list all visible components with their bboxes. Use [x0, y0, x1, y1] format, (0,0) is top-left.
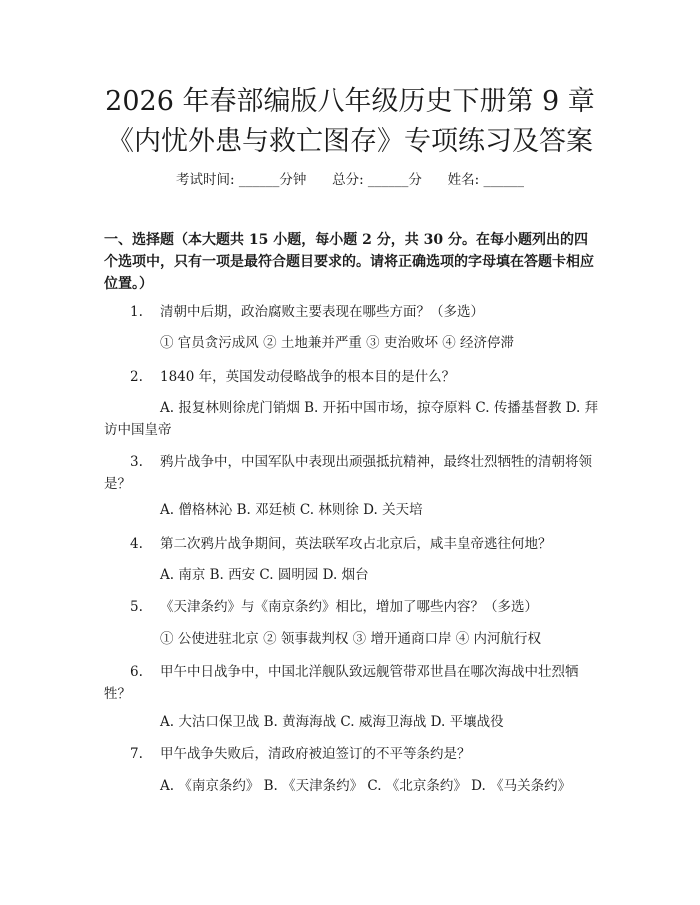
question-5-options — [104, 628, 600, 650]
question-text: 甲午战争失败后，清政府被迫签订的不平等条约是？ — [160, 746, 471, 762]
question-4-options — [104, 564, 600, 586]
question-7 — [104, 743, 600, 765]
options-text: A. 南京 B. 西安 C. 圆明园 D. 烟台 — [160, 567, 369, 583]
question-3-options — [104, 499, 600, 521]
question-2 — [104, 366, 600, 388]
question-number: 4. — [130, 536, 143, 552]
question-number: 1. — [130, 304, 143, 320]
exam-meta-line: 考试时间: ______分钟 总分: ______分 姓名: ______ — [175, 172, 524, 188]
question-number: 7. — [130, 746, 143, 762]
question-number: 2. — [130, 369, 143, 385]
question-text: 《天津条约》与《南京条约》相比，增加了哪些内容？（多选） — [160, 599, 538, 615]
question-4 — [104, 533, 600, 555]
question-6-options — [104, 711, 600, 733]
question-3 — [104, 451, 600, 495]
options-text: A. 僧格林沁 B. 邓廷桢 C. 林则徐 D. 关天培 — [160, 502, 423, 518]
question-5 — [104, 596, 600, 618]
question-text: 清朝中后期，政治腐败主要表现在哪些方面？（多选） — [160, 304, 484, 320]
options-text: ① 官员贪污成风 ② 土地兼并严重 ③ 吏治败坏 ④ 经济停滞 — [160, 335, 515, 351]
options-text: A. 报复林则徐虎门销烟 B. 开拓中国市场，掠夺原料 C. 传播基督教 D. 拜访中国皇帝 — [104, 400, 599, 438]
question-number: 5. — [130, 599, 143, 615]
question-1-options — [104, 332, 600, 354]
question-2-options — [104, 397, 600, 441]
question-number: 3. — [130, 454, 143, 470]
question-6 — [104, 661, 600, 705]
question-text: 鸦片战争中，中国军队中表现出顽强抵抗精神，最终壮烈牺牲的清朝将领是？ — [104, 454, 592, 492]
question-1 — [104, 301, 600, 323]
question-7-options — [104, 775, 600, 797]
question-text: 1840 年，英国发动侵略战争的根本目的是什么？ — [160, 369, 456, 385]
options-text: ① 公使进驻北京 ② 领事裁判权 ③ 增开通商口岸 ④ 内河航行权 — [160, 631, 542, 647]
page-title: 2026 年春部编版八年级历史下册第 9 章《内忧外患与救亡图存》专项练习及答案 — [105, 86, 595, 157]
options-text: A. 《南京条约》 B. 《天津条约》 C. 《北京条约》 D. 《马关条约》 — [160, 778, 572, 794]
question-text: 甲午中日战争中，中国北洋舰队致远舰管带邓世昌在哪次海战中壮烈牺牲？ — [104, 664, 579, 702]
section-heading: 一、选择题（本大题共 15 小题，每小题 2 分，共 30 分。在每小题列出的四个选项中，只有一项是最符合题目要求的。请将正确选项的字母填在答题卡相应位置。） — [104, 232, 594, 292]
question-number: 6. — [130, 664, 143, 680]
question-text: 第二次鸦片战争期间，英法联军攻占北京后，咸丰皇帝逃往何地？ — [160, 536, 552, 552]
options-text: A. 大沽口保卫战 B. 黄海海战 C. 威海卫海战 D. 平壤战役 — [160, 714, 504, 730]
